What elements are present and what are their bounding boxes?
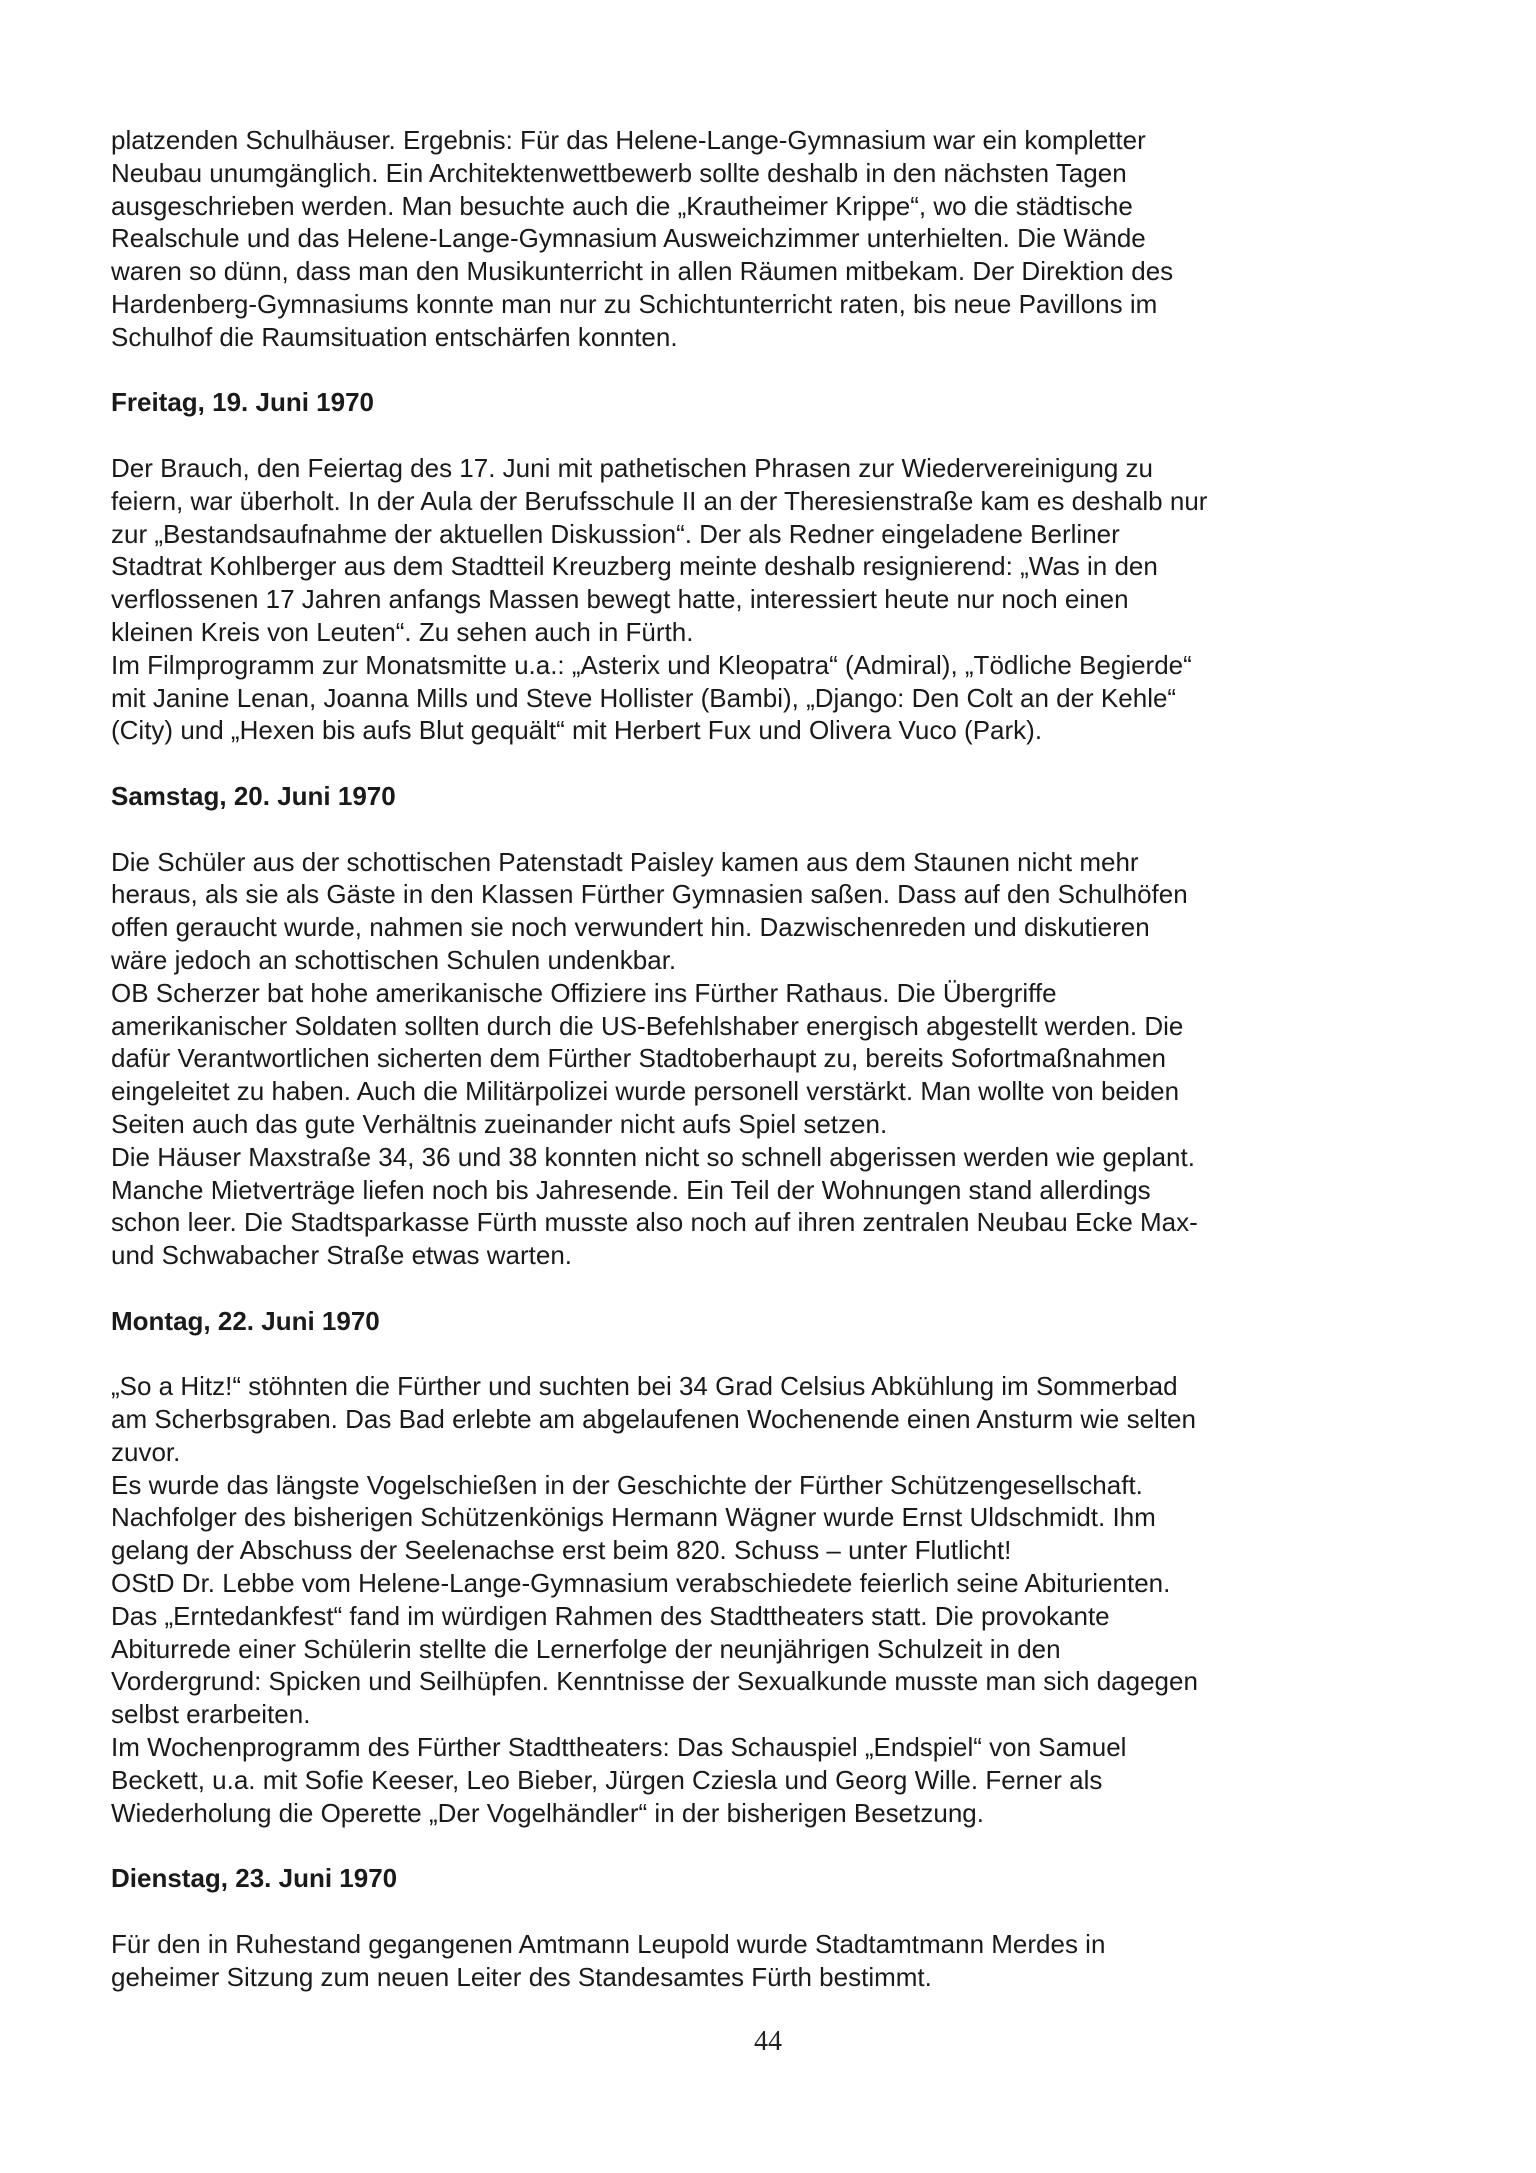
date-heading-friday: Freitag, 19. Juni 1970 xyxy=(111,387,375,418)
date-heading-saturday: Samstag, 20. Juni 1970 xyxy=(111,780,396,811)
section-text-monday: „So a Hitz!“ stöhnten die Fürther und suchten bei 34 Grad Celsius Abkühlung im Sommerbad am Scherbsgraben. Das Bad erlebte am abgelaufenen Wochenende einen Ansturm wie selten zuvor. Es wurde das längste Vogelschießen in der Geschichte der Fürther Schützengesellschaft. Nachfolger des bisherigen Schützenkönigs Hermann Wägner wurde Ernst Uldschmidt. Ihm gelang der Abschuss der Seelenachse erst beim 820. Schuss – unter Flutlicht! OStD Dr. Lebbe vom Helene-Lange-Gymnasium verabschiedete feierlich seine Abiturienten. Das „Erntedankfest“ fand im würdigen Rahmen des Stadttheaters statt. Die provokante Abiturrede einer Schülerin stellte die Lernerfolge der neunjährigen Schulzeit in den Vordergrund: Spicken und Seilhüpfen. Kenntnisse der Sexualkunde musste man sich dagegen selbst erarbeiten. Im Wochenprogramm des Fürther Stadttheaters: Das Schauspiel „Endspiel“ von Samuel Beckett, u.a. mit Sofie Keeser, Leo Bieber, Jürgen Cziesla und Georg Wille. Ferner als Wiederholung die Operette „Der Vogelhändler“ in der bisherigen Besetzung. xyxy=(111,1371,1198,1828)
page-content xyxy=(111,124,1331,1993)
section-text-saturday: Die Schüler aus der schottischen Patenstadt Paisley kamen aus dem Staunen nicht mehr heraus, als sie als Gäste in den Klassen Fürther Gymnasien saßen. Dass auf den Schulhöfen offen geraucht wurde, nahmen sie noch verwundert hin. Dazwischenreden und diskutieren wäre jedoch an schottischen Schulen undenkbar. OB Scherzer bat hohe amerikanische Offiziere ins Fürther Rathaus. Die Übergriffe amerikanischer Soldaten sollten durch die US-Befehlshaber energisch abgestellt werden. Die dafür Verantwortlichen sicherten dem Fürther Stadtoberhaupt zu, bereits Sofortmaßnahmen eingeleitet zu haben. Auch die Militärpolizei wurde personell verstärkt. Man wollte von beiden Seiten auch das gute Verhältnis zueinander nicht aufs Spiel setzen. Die Häuser Maxstraße 34, 36 und 38 konnten nicht so schnell abgerissen werden wie geplant. Manche Mietverträge liefen noch bis Jahresende. Ein Teil der Wohnungen stand allerdings schon leer. Die Stadtsparkasse Fürth musste also noch auf ihren zentralen Neubau Ecke Max- und Schwabacher Straße etwas warten. xyxy=(111,846,1198,1271)
date-heading-monday: Montag, 22. Juni 1970 xyxy=(111,1305,380,1336)
section-text-friday: Der Brauch, den Feiertag des 17. Juni mit pathetischen Phrasen zur Wiedervereinigung zu feiern, war überholt. In der Aula der Berufsschule II an der Theresienstraße kam es deshalb nur zur „Bestandsaufnahme der aktuellen Diskussion“. Der als Redner eingeladene Berliner Stadtrat Kohlberger aus dem Stadtteil Kreuzberg meinte deshalb resignierend: „Was in den verflossenen 17 Jahren anfangs Massen bewegt hatte, interessiert heute nur noch einen kleinen Kreis von Leuten“. Zu sehen auch in Fürth. Im Filmprogramm zur Monatsmitte u.a.: „Asterix und Kleopatra“ (Admiral), „Tödliche Begierde“ mit Janine Lenan, Joanna Mills und Steve Hollister (Bambi), „Django: Den Colt an der Kehle“ (City) und „Hexen bis aufs Blut gequält“ mit Herbert Fux und Olivera Vuco (Park). xyxy=(111,452,1208,746)
intro-paragraph: platzenden Schulhäuser. Ergebnis: Für das Helene-Lange-Gymnasium war ein kompletter Neubau unumgänglich. Ein Architektenwettbewerb sollte deshalb in den nächsten Tagen ausgeschrieben werden. Man besuchte auch die „Krautheimer Krippe“, wo die städtische Realschule und das Helene-Lange-Gymnasium Ausweichzimmer unterhielten. Die Wände waren so dünn, dass man den Musikunterricht in allen Räumen mitbekam. Der Direktion des Hardenberg-Gymnasiums konnte man nur zu Schichtunterricht raten, bis neue Pavillons im Schulhof die Raumsituation entschärfen konnten. xyxy=(111,125,1174,352)
page-number: 44 xyxy=(754,2026,782,2057)
date-heading-tuesday: Dienstag, 23. Juni 1970 xyxy=(111,1863,398,1894)
section-text-tuesday: Für den in Ruhestand gegangenen Amtmann Leupold wurde Stadtamtmann Merdes in geheimer Sitzung zum neuen Leiter des Standesamtes Fürth bestimmt. xyxy=(111,1928,1106,1992)
